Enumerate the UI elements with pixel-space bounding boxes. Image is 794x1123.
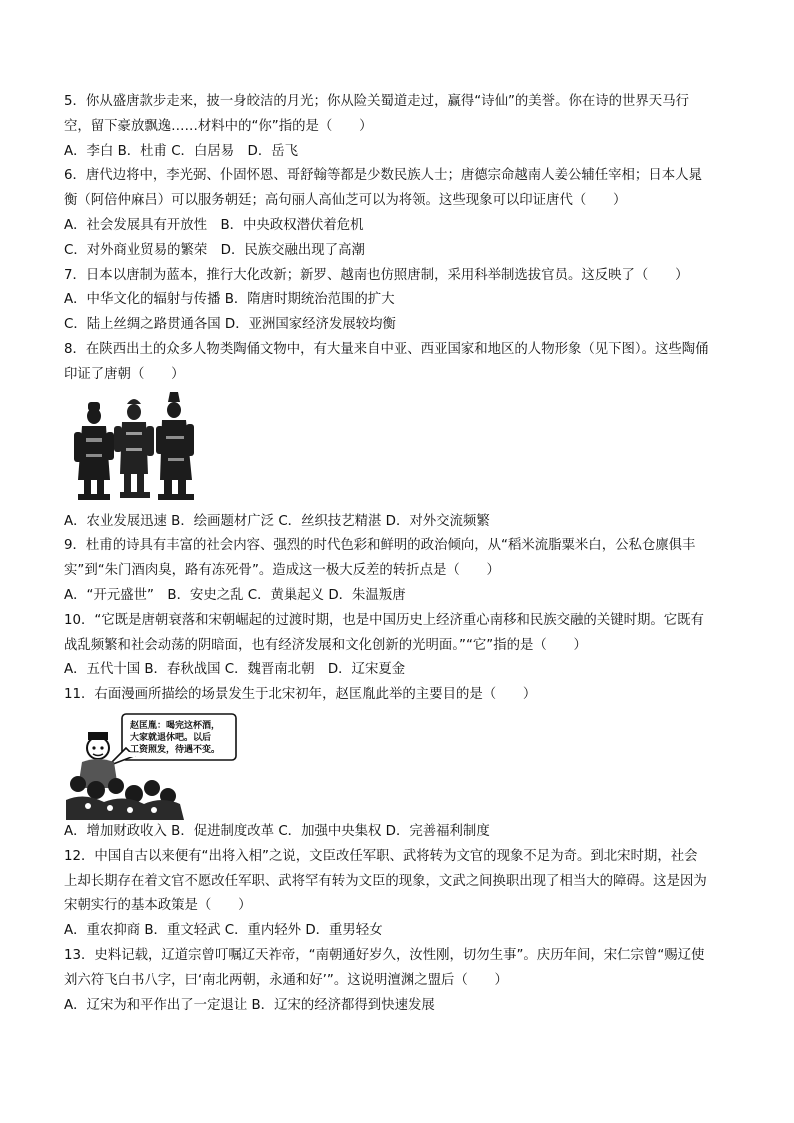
question-stem: 8．在陕西出土的众多人物类陶俑文物中，有大量来自中亚、西亚国家和地区的人物形象（见下图）。这些陶俑 xyxy=(64,341,709,357)
question-stem: 6．唐代边将中，李光弼、仆固怀恩、哥舒翰等都是少数民族人士；唐德宗命越南人姜公辅任宰相；日本人晁 xyxy=(64,168,702,184)
question-options: A．社会发展具有开放性 B．中央政权潜伏着危机 xyxy=(64,217,364,233)
cartoon-bubble-line: 大家就退休吧。以后 xyxy=(130,732,212,743)
question-stem: 空，留下豪放飘逸……材料中的“你”指的是（ ） xyxy=(64,118,373,134)
question-options: A．五代十国 B．春秋战国 C．魏晋南北朝 D．辽宋夏金 xyxy=(64,662,406,678)
cartoon-figure xyxy=(64,708,744,820)
question-stem: 战乱频繁和社会动荡的阴暗面，也有经济发展和文化创新的光明面。”“它”指的是（ ） xyxy=(64,637,587,653)
song-cartoon-icon xyxy=(64,708,240,820)
cartoon-bubble-line: 工资照发，待遇不变。 xyxy=(130,744,221,755)
question-options: A．“开元盛世” B．安史之乱 C．黄巢起义 D．朱温叛唐 xyxy=(64,587,406,603)
question-11 xyxy=(64,683,744,845)
question-9 xyxy=(64,534,744,608)
question-stem: 刘六符飞白书八字，曰‘南北两朝，永通和好’”。这说明澶渊之盟后（ ） xyxy=(64,972,508,988)
figurines-figure xyxy=(64,388,744,510)
question-6 xyxy=(64,164,744,263)
question-8 xyxy=(64,338,744,534)
question-options: C．对外商业贸易的繁荣 D．民族交融出现了高潮 xyxy=(64,242,365,258)
question-7 xyxy=(64,264,744,338)
exam-page xyxy=(64,90,744,1018)
question-10 xyxy=(64,609,744,683)
question-stem: 5．你从盛唐款步走来，披一身皎洁的月光；你从险关蜀道走过，赢得“诗仙”的美誉。你在诗的世界天马行 xyxy=(64,94,689,109)
question-options: A．重农抑商 B．重文轻武 C．重内轻外 D．重男轻女 xyxy=(64,923,383,939)
cartoon-bubble-line: 赵匡胤：喝完这杯酒， xyxy=(130,720,221,731)
question-options: A．农业发展迅速 B．绘画题材广泛 C．丝织技艺精湛 D．对外交流频繁 xyxy=(64,513,490,529)
question-12 xyxy=(64,845,744,944)
question-stem: 10．“它既是唐朝衰落和宋朝崛起的过渡时期，也是中国历史上经济重心南移和民族交融的关键时期。它既有 xyxy=(64,612,704,628)
question-stem: 11．右面漫画所描绘的场景发生于北宋初年，赵匡胤此举的主要目的是（ ） xyxy=(64,687,537,703)
question-stem: 实”到“朱门酒肉臭，路有冻死骨”。造成这一极大反差的转折点是（ ） xyxy=(64,563,500,579)
question-options: A．中华文化的辐射与传播 B．隋唐时期统治范围的扩大 xyxy=(64,292,395,308)
tang-figurines-icon xyxy=(64,388,204,510)
question-stem: 衡（阿倍仲麻吕）可以服务朝廷；高句丽人高仙芝可以为将领。这些现象可以印证唐代（ ） xyxy=(64,193,627,209)
question-stem: 9．杜甫的诗具有丰富的社会内容、强烈的时代色彩和鲜明的政治倾向，从“稻米流脂粟米白，公私仓廪俱丰 xyxy=(64,538,696,554)
question-stem: 13．史料记载，辽道宗曾叮嘱辽天祚帝，“南朝通好岁久，汝性刚，切勿生事”。庆历年间，宋仁宗曾“赐辽使 xyxy=(64,947,705,963)
question-stem: 12．中国自古以来便有“出将入相”之说，文臣改任军职、武将转为文官的现象不足为奇。到北宋时期，社会 xyxy=(64,848,698,864)
question-stem: 宋朝实行的基本政策是（ ） xyxy=(64,898,252,914)
question-5 xyxy=(64,90,744,164)
question-options: A．李白 B．杜甫 C．白居易 D．岳飞 xyxy=(64,143,298,159)
question-stem: 上却长期存在着文官不愿改任军职、武将罕有转为文臣的现象，文武之间换职出现了相当大的障碍。这是因为 xyxy=(64,873,707,889)
question-options: C．陆上丝绸之路贯通各国 D．亚洲国家经济发展较均衡 xyxy=(64,317,396,333)
question-13 xyxy=(64,944,744,1018)
question-stem: 印证了唐朝（ ） xyxy=(64,366,185,382)
question-options: A．增加财政收入 B．促进制度改革 C．加强中央集权 D．完善福利制度 xyxy=(64,823,490,839)
question-options: A．辽宋为和平作出了一定退让 B．辽宋的经济都得到快速发展 xyxy=(64,997,435,1013)
question-stem: 7．日本以唐制为蓝本，推行大化改新；新罗、越南也仿照唐制，采用科举制选拔官员。这反映了（ ） xyxy=(64,267,689,283)
